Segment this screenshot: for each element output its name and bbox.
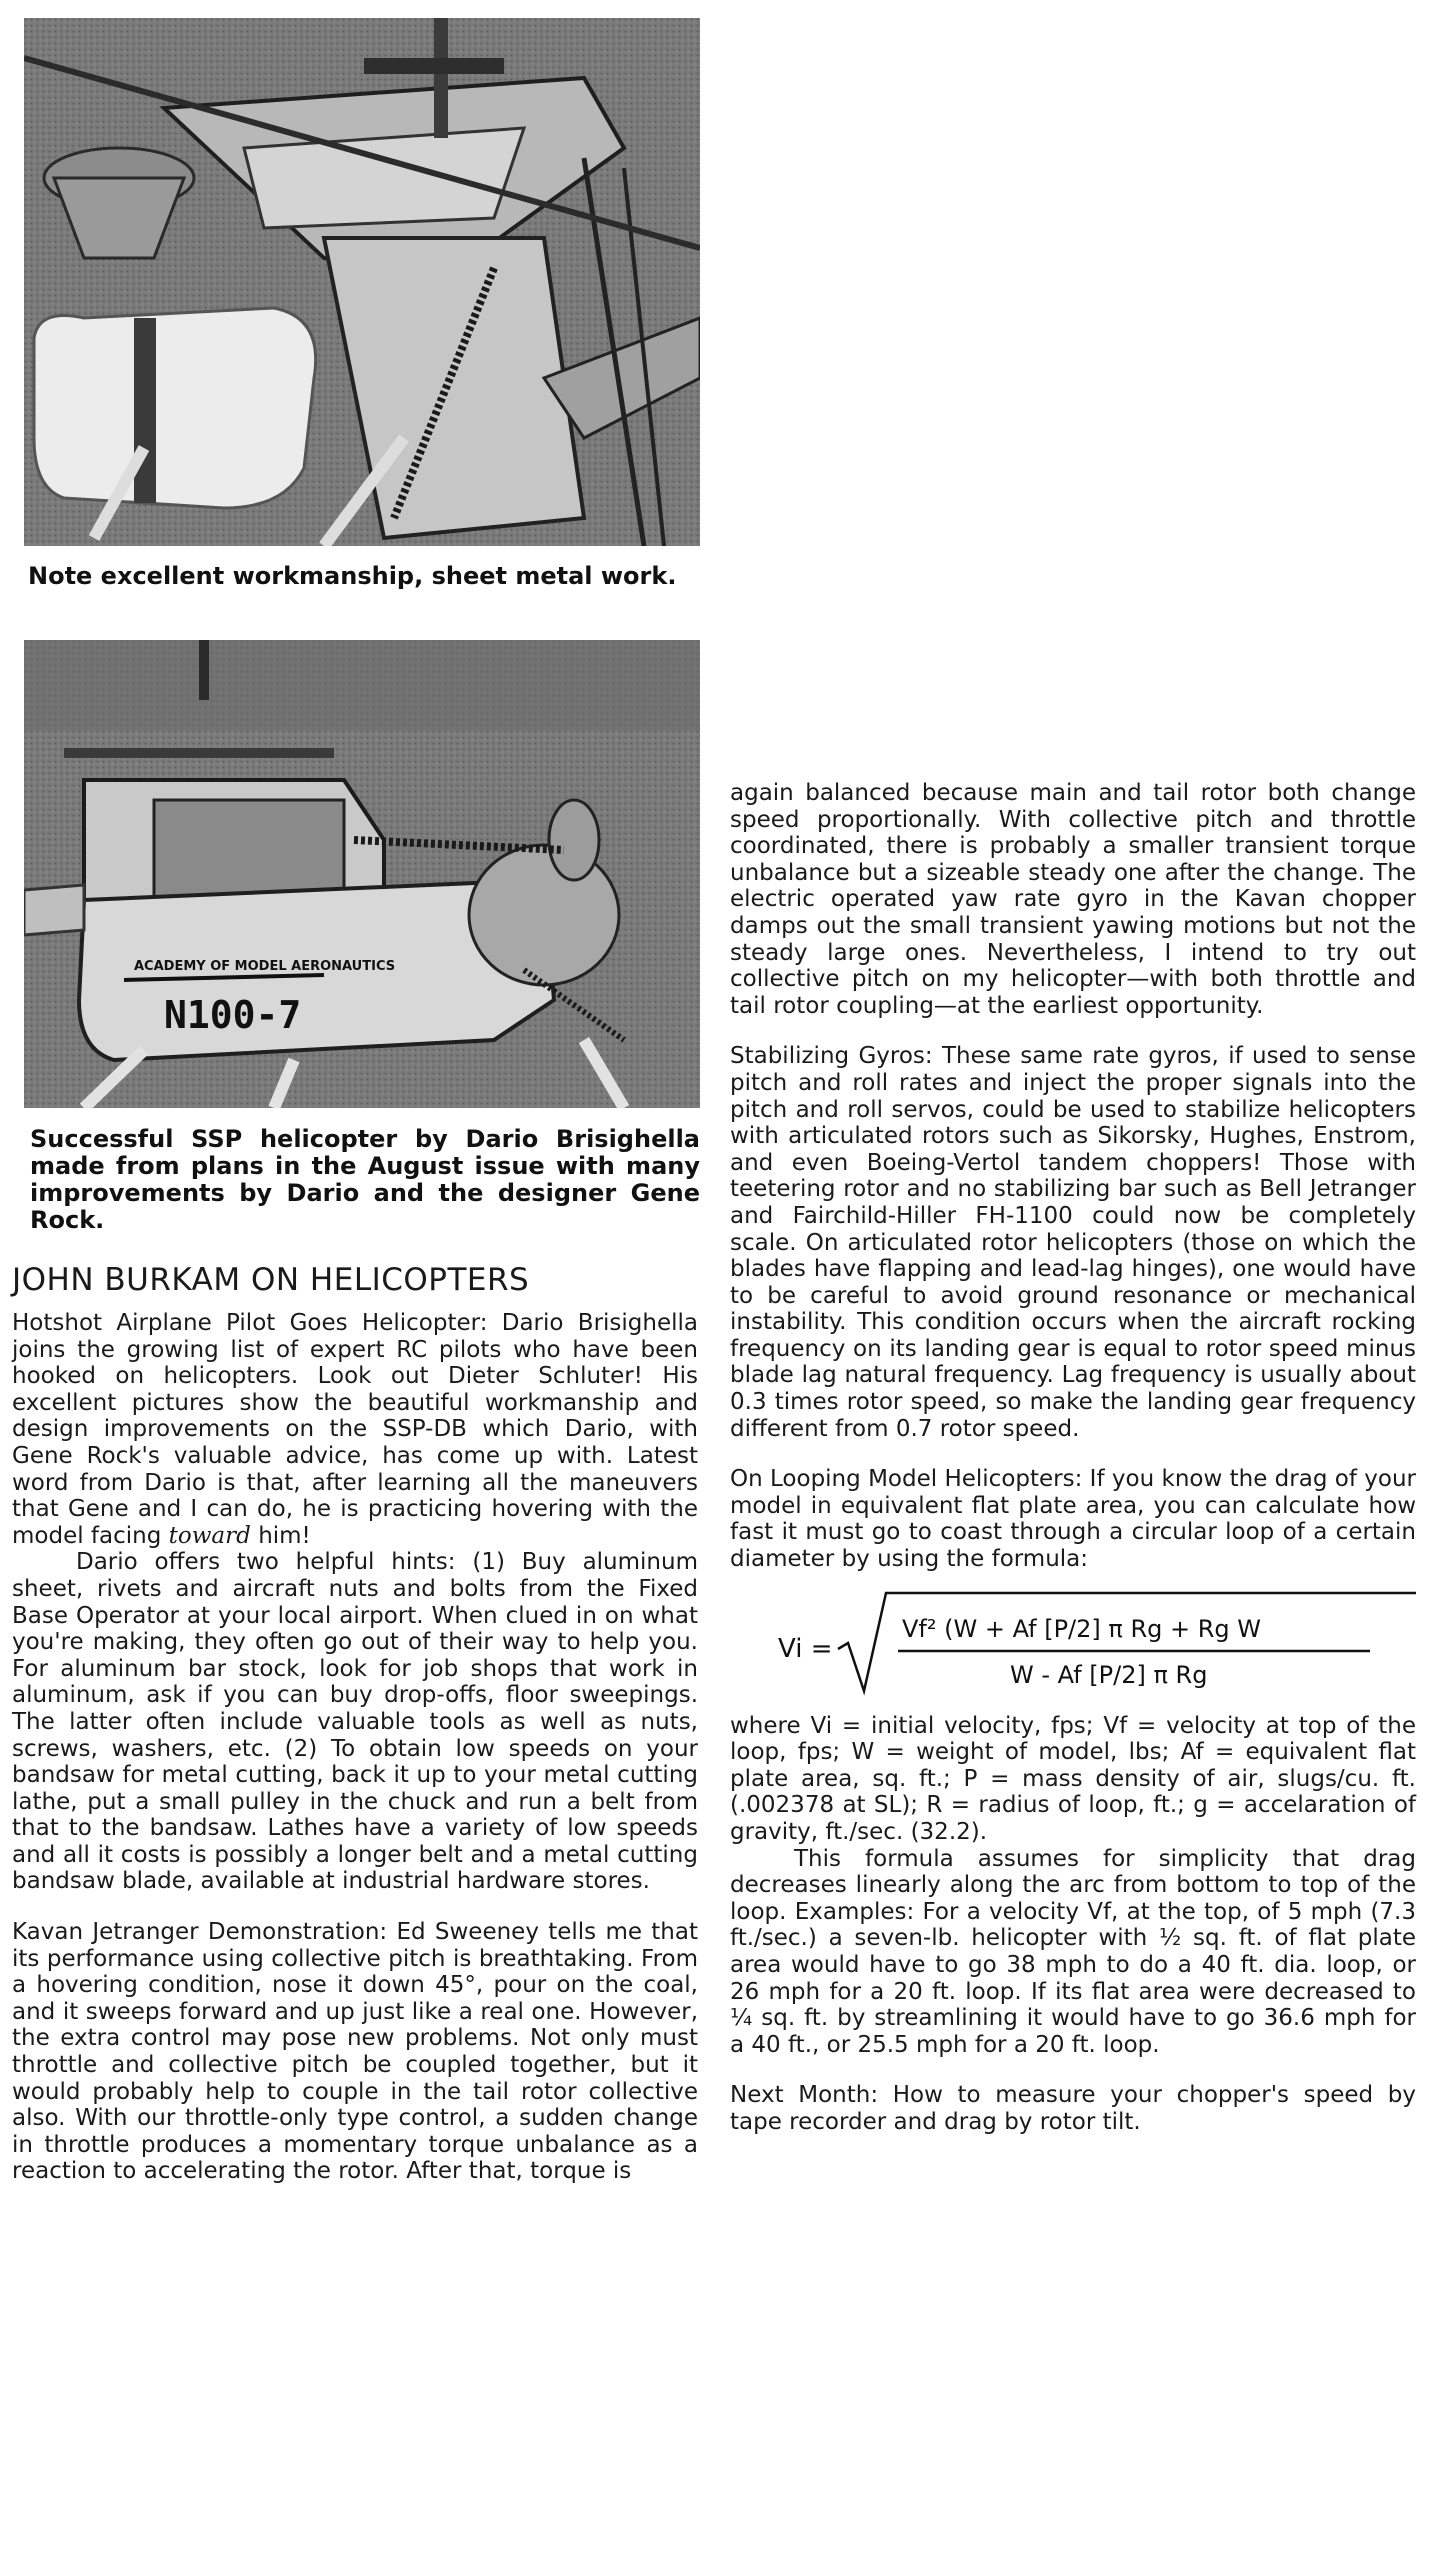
- paragraph-looping-helicopters: On Looping Model Helicopters: If you know the drag of your model in equivalent flat plate area, you can calculate how fast it must go to coast through a circular loop of a certain diameter by using the formula:: [730, 1466, 1416, 1573]
- paragraph-kavan-jetranger: Kavan Jetranger Demonstration: Ed Sweeney tells me that its performance using collective pitch is breathtaking. From a hovering condition, nose it down 45°, pour on the coal, and it sweeps forward and up just like a real one. However, the extra control may pose new problems. Not only must throttle and collective pitch be coupled together, but it would probably help to couple in the tail rotor collective also. With our throttle-only type control, a sudden change in throttle produces a momentary torque unbalance as a reaction to accelerating the rotor. After that, torque is: [12, 1919, 698, 2185]
- loop-velocity-formula: [730, 1587, 1416, 1699]
- paragraph-next-month: Next Month: How to measure your chopper's speed by tape recorder and drag by rotor tilt.: [730, 2082, 1416, 2135]
- paragraph-hotshot-pilot-text: Hotshot Airplane Pilot Goes Helicopter: Dario Brisighella joins the growing list of expert RC pilots who have been hooked on helicopters. Look out Dieter Schluter! His excellent pictures show the beautiful workmanship and design improvements on the SSP-DB which Dario, with Gene Rock's valuable advice, has come up with. Latest word from Dario is that, after learning all the maneuvers that Gene and I can do, he is practicing hovering with the model facing: [12, 1310, 698, 1549]
- photo-top-illustration: [24, 18, 700, 546]
- photo-bottom-helicopter-full: [24, 640, 700, 1108]
- formula-lhs: Vi =: [778, 1633, 833, 1664]
- article-title: JOHN BURKAM ON HELICOPTERS: [12, 1262, 530, 1298]
- article-right-column: [730, 780, 1416, 2136]
- paragraph-hotshot-pilot-end: him!: [258, 1522, 311, 1549]
- formula-numerator: Vf² (W + Af [P/2] π Rg + Rg W: [902, 1614, 1262, 1643]
- photo-bottom-illustration: [24, 640, 700, 1108]
- paragraph-torque-balance: again balanced because main and tail rotor both change speed proportionally. With collective pitch and throttle coordinated, there is probably a smaller transient torque unbalance but a sizeable steady one after the change. The electric operated yaw rate gyro in the Kavan chopper damps out the small transient yawing motions but not the steady large ones. Nevertheless, I intend to try out collective pitch on my helicopter—with both throttle and tail rotor coupling—at the earliest opportunity.: [730, 780, 1416, 1019]
- paragraph-hotshot-pilot: [12, 1310, 698, 1549]
- paragraph-hotshot-pilot-emphasis: toward: [168, 1522, 251, 1549]
- formula-graphic: [730, 1587, 1416, 1699]
- paragraph-dario-hints: Dario offers two helpful hints: (1) Buy aluminum sheet, rivets and aircraft nuts and bolts from the Fixed Base Operator at your local airport. When clued in on what you're making, they often go out of their way to help you. For aluminum bar stock, look for job shops that work in aluminum, ask if you can buy drop-offs, floor sweepings. The latter often include valuable tools as well as nuts, screws, washers, etc. (2) To obtain low speeds on your bandsaw for metal cutting, back it up to your metal cutting lathe, put a small pulley in the chuck and run a belt from that to the bandsaw. Lathes have a variety of low speeds and all it costs is possibly a longer belt and a metal cutting bandsaw blade, available at industrial hardware stores.: [12, 1549, 698, 1895]
- decal-org-text: ACADEMY OF MODEL AERONAUTICS: [134, 959, 396, 974]
- paragraph-stabilizing-gyros: Stabilizing Gyros: These same rate gyros, if used to sense pitch and roll rates and inject the proper signals into the pitch and roll servos, could be used to stabilize helicopters with articulated rotors such as Sikorsky, Hughes, Enstrom, and even Boeing-Vertol tandem choppers! Those with teetering rotor and no stabilizing bar such as Bell Jetranger and Fairchild-Hiller FH-1100 could now be completely scale. On articulated rotor helicopters (those on which the blades have flapping and lead-lag hinges), one would have to be careful to avoid ground resonance or mechanical instability. This condition occurs when the aircraft rocking frequency on its landing gear is equal to rotor speed minus blade lag natural frequency. Lag frequency is usually about 0.3 times rotor speed, so make the landing gear frequency different from 0.7 rotor speed.: [730, 1043, 1416, 1442]
- paragraph-formula-variables: where Vi = initial velocity, fps; Vf = velocity at top of the loop, fps; W = weight of model, lbs; Af = equivalent flat plate area, sq. ft.; P = mass density of air, slugs/cu. ft. (.002378 at SL); R = radius of loop, ft.; g = accelaration of gravity, ft./sec. (32.2).: [730, 1712, 1416, 1845]
- article-left-column: [12, 1262, 698, 2185]
- decal-number-text: N100-7: [164, 993, 302, 1037]
- photo-bottom-caption: Successful SSP helicopter by Dario Brisighella made from plans in the August issue with many improvements by Dario and the designer Gene Rock.: [30, 1125, 700, 1234]
- photo-top-caption: Note excellent workmanship, sheet metal work.: [28, 562, 677, 590]
- paragraph-formula-examples: This formula assumes for simplicity that drag decreases linearly along the arc from bottom to top of the loop. Examples: For a velocity Vf, at the top, of 5 mph (7.3 ft./sec.) a seven-lb. helicopter with ½ sq. ft. of flat plate area would have to go 38 mph to do a 40 ft. dia. loop, or 26 mph for a 20 ft. loop. If its flat area were decreased to ¼ sq. ft. by streamlining it would have to go 36.6 mph for a 40 ft., or 25.5 mph for a 20 ft. loop.: [730, 1845, 1416, 2058]
- formula-denominator: W - Af [P/2] π Rg: [1010, 1660, 1208, 1689]
- photo-top-helicopter-closeup: [24, 18, 700, 546]
